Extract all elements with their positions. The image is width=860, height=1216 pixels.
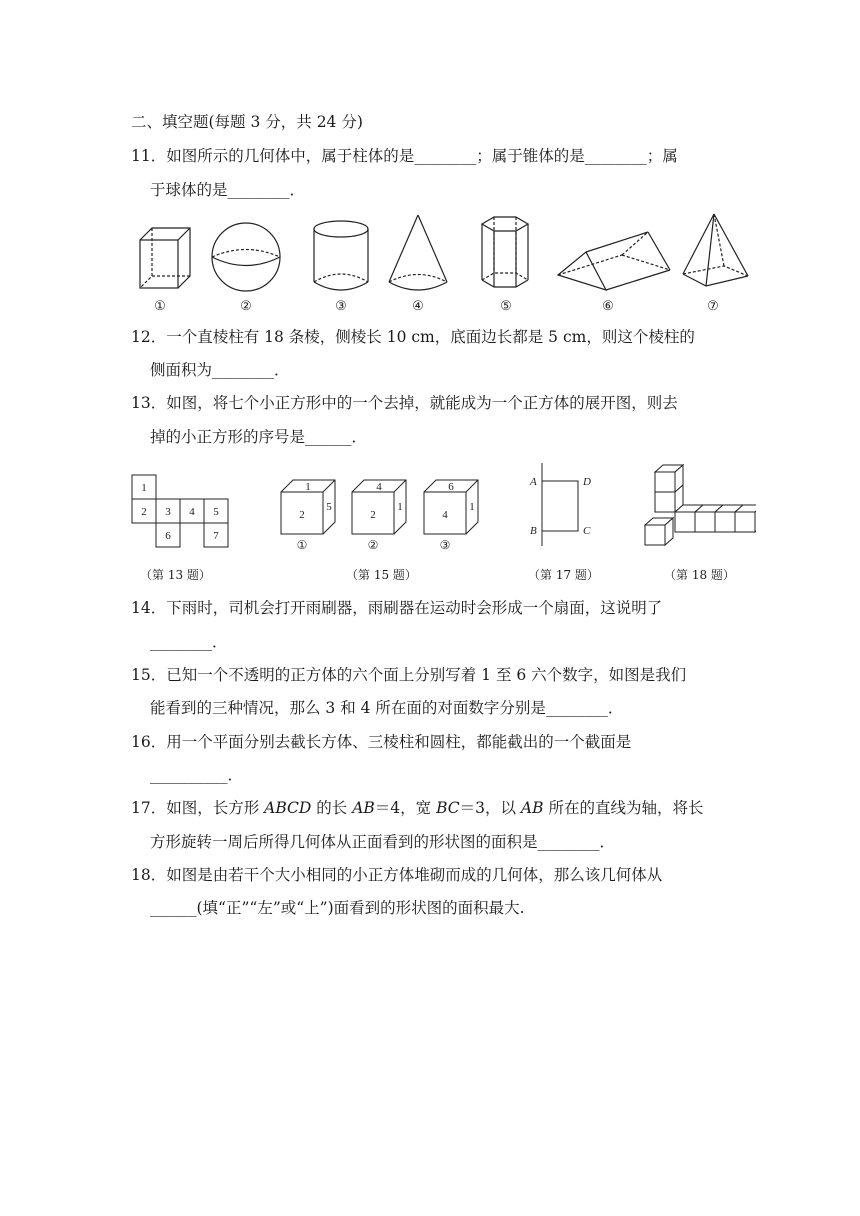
cube-face-number: 2 bbox=[370, 509, 376, 521]
figure-row bbox=[126, 460, 756, 555]
solid-label: ④ bbox=[412, 298, 424, 313]
cube-face-number: 6 bbox=[448, 481, 454, 493]
q11-line2: 于球体的是________． bbox=[150, 181, 306, 199]
q18-line1: 18．如图是由若干个大小相同的小正方体堆砌而成的几何体，那么该几何体从 bbox=[131, 866, 663, 884]
point-label: D bbox=[583, 476, 591, 488]
figure-caption: （第 17 题） bbox=[528, 568, 599, 582]
cube-face-number: 1 bbox=[305, 481, 311, 493]
q11-line1: 11．如图所示的几何体中，属于柱体的是________；属于锥体的是________；属 bbox=[131, 147, 678, 165]
q16-line1: 16．用一个平面分别去截长方体、三棱柱和圆柱，都能截出的一个截面是 bbox=[131, 733, 632, 751]
q17-text: 的长 bbox=[311, 799, 353, 817]
q17-var: ABCD bbox=[264, 799, 312, 817]
pyramid-shape bbox=[683, 214, 748, 286]
cube-label: ③ bbox=[439, 538, 451, 552]
rectangle-figure bbox=[542, 463, 578, 546]
q13-line2: 掉的小正方形的序号是______． bbox=[150, 428, 368, 446]
section-title: 二、填空题(每题 3 分，共 24 分) bbox=[131, 113, 363, 131]
cube-face-number: 4 bbox=[376, 481, 382, 493]
cube-face-number: 2 bbox=[299, 509, 305, 521]
q17-text: ＝4，宽 bbox=[374, 799, 437, 817]
q13-line1: 13．如图，将七个小正方形中的一个去掉，就能成为一个正方体的展开图，则去 bbox=[131, 394, 678, 412]
q15-line2: 能看到的三种情况，那么 3 和 4 所在面的对面数字分别是________． bbox=[150, 699, 624, 717]
q14-line2: ________． bbox=[150, 633, 228, 651]
hex-prism-shape bbox=[482, 217, 528, 287]
solid-label: ③ bbox=[335, 298, 347, 313]
triangular-prism-shape bbox=[558, 232, 670, 290]
solid-label: ⑤ bbox=[500, 298, 512, 313]
solids-figure bbox=[130, 210, 760, 318]
cube-face-number: 5 bbox=[326, 501, 332, 513]
q17-line2: 方形旋转一周后所得几何体从正面看到的形状图的面积是________． bbox=[150, 833, 616, 851]
cuboid-shape bbox=[140, 228, 190, 288]
q17-text: 17．如图，长方形 bbox=[131, 799, 265, 817]
point-label: C bbox=[583, 525, 591, 537]
cube-face-number: 4 bbox=[442, 509, 448, 521]
q14-line1: 14．下雨时，司机会打开雨刷器，雨刷器在运动时会形成一个扇面，这说明了 bbox=[131, 599, 663, 617]
q17-var: AB bbox=[520, 799, 544, 817]
q16-line2: __________． bbox=[150, 766, 244, 784]
q12-line1: 12．一个直棱柱有 18 条棱，侧棱长 10 cm，底面边长都是 5 cm，则这个棱柱的 bbox=[131, 328, 695, 346]
q17-text: 所在的直线为轴，将长 bbox=[543, 799, 704, 817]
net-number: 3 bbox=[165, 506, 171, 518]
figure-caption: （第 18 题） bbox=[664, 568, 735, 582]
figure-caption: （第 15 题） bbox=[346, 568, 417, 582]
net-number: 5 bbox=[213, 506, 219, 518]
cylinder-shape bbox=[314, 221, 368, 290]
q12-line2: 侧面积为________． bbox=[150, 361, 290, 379]
net-number: 4 bbox=[189, 506, 195, 518]
solid-label: ① bbox=[154, 298, 166, 313]
solid-label: ⑦ bbox=[707, 298, 719, 313]
net-number: 1 bbox=[141, 482, 147, 494]
point-label: A bbox=[530, 476, 537, 488]
q18-line2: ______(填“正”“左”或“上”)面看到的形状图的面积最大. bbox=[150, 899, 525, 917]
stacked-cubes-figure bbox=[645, 465, 756, 545]
sphere-shape bbox=[212, 223, 280, 291]
q15-line1: 15．已知一个不透明的正方体的六个面上分别写着 1 至 6 六个数字，如图是我们 bbox=[131, 666, 687, 684]
net-number: 2 bbox=[141, 506, 147, 518]
net-number: 6 bbox=[165, 530, 171, 542]
solid-label: ② bbox=[240, 298, 252, 313]
q17-var: BC bbox=[436, 799, 460, 817]
solid-label: ⑥ bbox=[602, 298, 614, 313]
cube-label: ① bbox=[296, 538, 308, 552]
cone-shape bbox=[389, 215, 447, 290]
cube-face-number: 1 bbox=[397, 501, 403, 513]
q17-line1 bbox=[131, 798, 703, 818]
figure-caption: （第 13 题） bbox=[140, 568, 211, 582]
cube-label: ② bbox=[367, 538, 379, 552]
cube-face-number: 1 bbox=[469, 501, 475, 513]
q17-var: AB bbox=[352, 799, 375, 817]
q17-text: ＝3，以 bbox=[459, 799, 521, 817]
net-number: 7 bbox=[213, 530, 219, 542]
point-label: B bbox=[530, 525, 537, 537]
